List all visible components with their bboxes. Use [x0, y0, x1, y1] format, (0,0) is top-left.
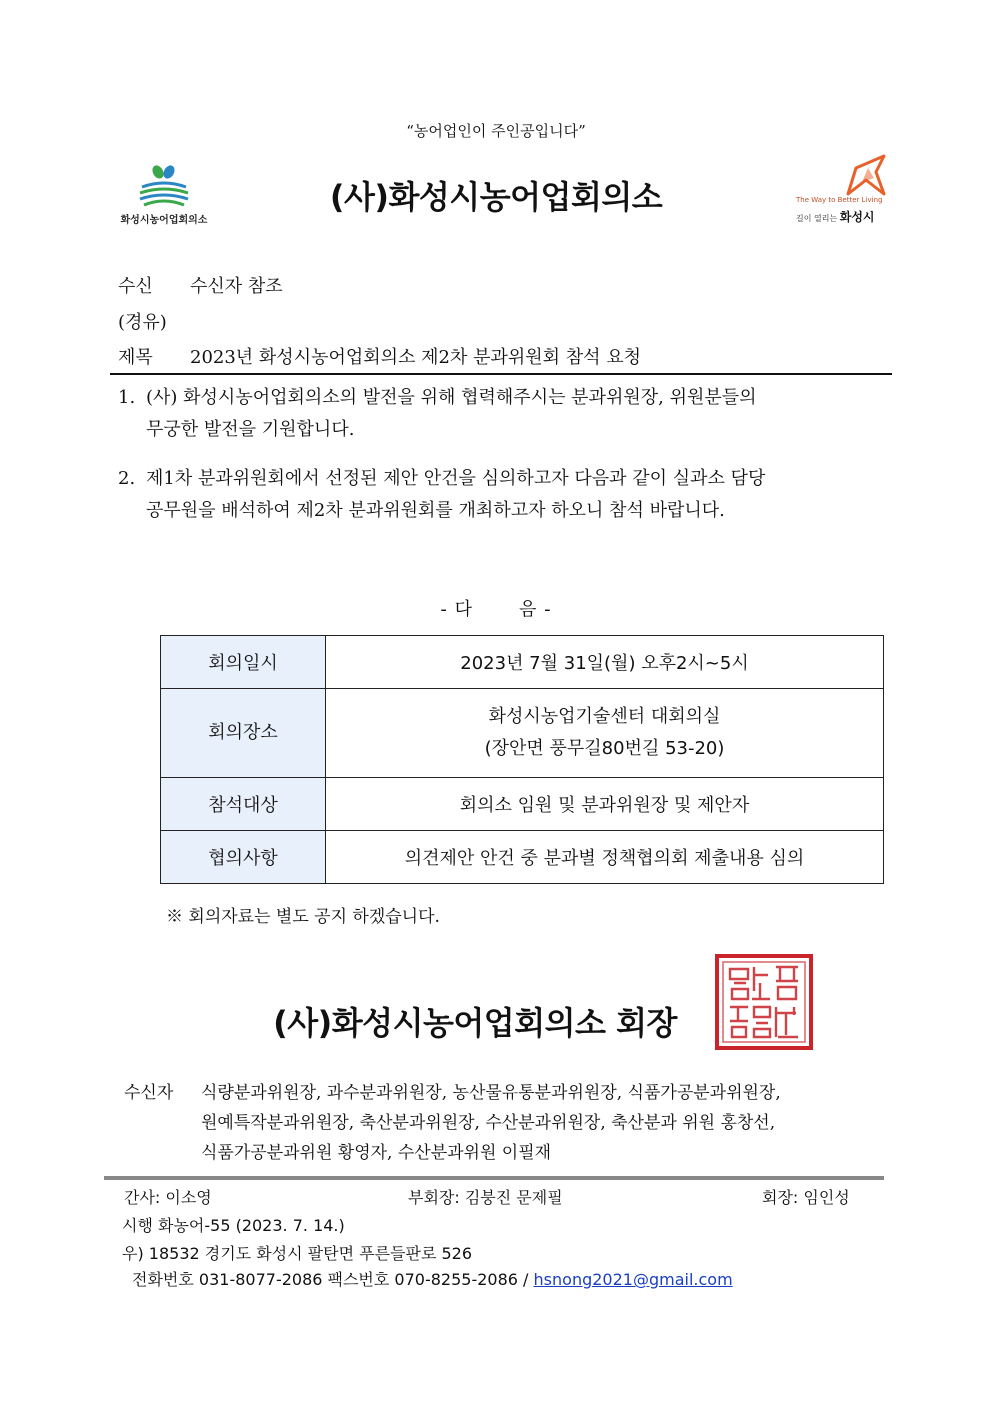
row-value	[326, 689, 884, 778]
via-label: (경유)	[118, 312, 167, 333]
sprout-logo-icon	[112, 163, 216, 211]
footer-vice: 부회장: 김붕진 문제필	[408, 1188, 563, 1207]
official-seal-icon	[714, 953, 814, 1051]
footer-phone-fax: 전화번호 031-8077-2086 팩스번호 070-8255-2086 /	[132, 1270, 529, 1289]
row-label: 참석대상	[161, 778, 326, 831]
p1-line2: 무궁한 발전을 기원합니다.	[146, 419, 355, 440]
city-logo-right	[796, 154, 888, 226]
header-divider	[110, 373, 892, 375]
recipient-value: 수신자 참조	[190, 276, 283, 297]
city-bold: 화성시	[839, 210, 875, 224]
recipients-block	[124, 1078, 894, 1168]
footer-divider	[104, 1176, 884, 1180]
row-value: 회의소 임원 및 분과위원장 및 제안자	[326, 778, 884, 831]
row-value: 의견제안 안건 중 분과별 정책협의회 제출내용 심의	[326, 831, 884, 884]
recipient-label: 수신	[118, 276, 153, 297]
subject-label: 제목	[118, 347, 153, 368]
row-value: 2023년 7월 31일(월) 오후2시~5시	[326, 636, 884, 689]
recipients-line: 원예특작분과위원장, 축산분과위원장, 수산분과위원장, 축산분과 위원 홍창선,	[201, 1113, 776, 1133]
via-row	[118, 308, 167, 334]
signature-title: (사)화성시농어업회의소 회장	[273, 1004, 677, 1042]
recipients-line: 식량분과위원장, 과수분과위원장, 농산물유통분과위원장, 식품가공분과위원장,	[201, 1083, 781, 1103]
daum-left: - 다	[440, 599, 473, 620]
p2-line1: 제1차 분과위원회에서 선정된 제안 안건을 심의하고자 다음과 같이 실과소 담당	[146, 468, 766, 489]
org-title: (사)화성시농어업회의소	[329, 178, 663, 216]
recipients-label: 수신자	[124, 1083, 174, 1103]
subject-value: 2023년 화성시농어업회의소 제2차 분과위원회 참석 요청	[190, 347, 642, 368]
p2-number: 2.	[118, 468, 136, 489]
recipient-row	[118, 272, 283, 298]
city-sub: 길이 열리는	[796, 214, 838, 223]
row-label: 회의장소	[161, 689, 326, 778]
footer-staff: 간사: 이소영	[124, 1188, 212, 1207]
section-heading	[0, 595, 992, 621]
recipients-line: 식품가공분과위원 황영자, 수산분과위원 이필재	[201, 1143, 552, 1163]
p2-line2: 공무원을 배석하여 제2차 분과위원회를 개최하고자 하오니 참석 바랍니다.	[146, 500, 725, 521]
row-label: 협의사항	[161, 831, 326, 884]
meeting-info-table	[160, 635, 884, 884]
table-row	[161, 689, 884, 778]
email-link[interactable]: hsnong2021@gmail.com	[533, 1270, 733, 1289]
footer-address: 우) 18532 경기도 화성시 팔탄면 푸른들판로 526	[122, 1244, 473, 1263]
p1-number: 1.	[118, 387, 136, 408]
table-row	[161, 636, 884, 689]
daum-right: 음 -	[519, 599, 552, 620]
star-logo-icon	[796, 154, 888, 196]
org-logo-left	[112, 163, 216, 229]
venue-name: 화성시농업기술센터 대회의실	[488, 706, 721, 727]
slogan: “농어업인이 주인공입니다”	[406, 122, 586, 140]
city-name	[796, 208, 875, 225]
footer-contact	[132, 1267, 733, 1290]
p1-line1: (사) 화성시농어업회의소의 발전을 위해 협력해주시는 분과위원장, 위원분들의	[146, 387, 757, 408]
footer-president: 회장: 임인성	[762, 1188, 850, 1207]
subject-row	[118, 343, 641, 369]
left-logo-caption: 화성시농어업회의소	[120, 215, 208, 226]
paragraph-2	[118, 463, 898, 527]
table-row	[161, 778, 884, 831]
paragraph-1	[118, 382, 898, 446]
note: ※ 회의자료는 별도 공지 하겠습니다.	[166, 907, 440, 927]
city-tagline: The Way to Better Living	[796, 196, 883, 204]
footer-enforcement: 시행 화농어-55 (2023. 7. 14.)	[122, 1216, 345, 1235]
row-label: 회의일시	[161, 636, 326, 689]
table-row	[161, 831, 884, 884]
venue-address: (장안면 풍무길80번길 53-20)	[484, 738, 725, 759]
